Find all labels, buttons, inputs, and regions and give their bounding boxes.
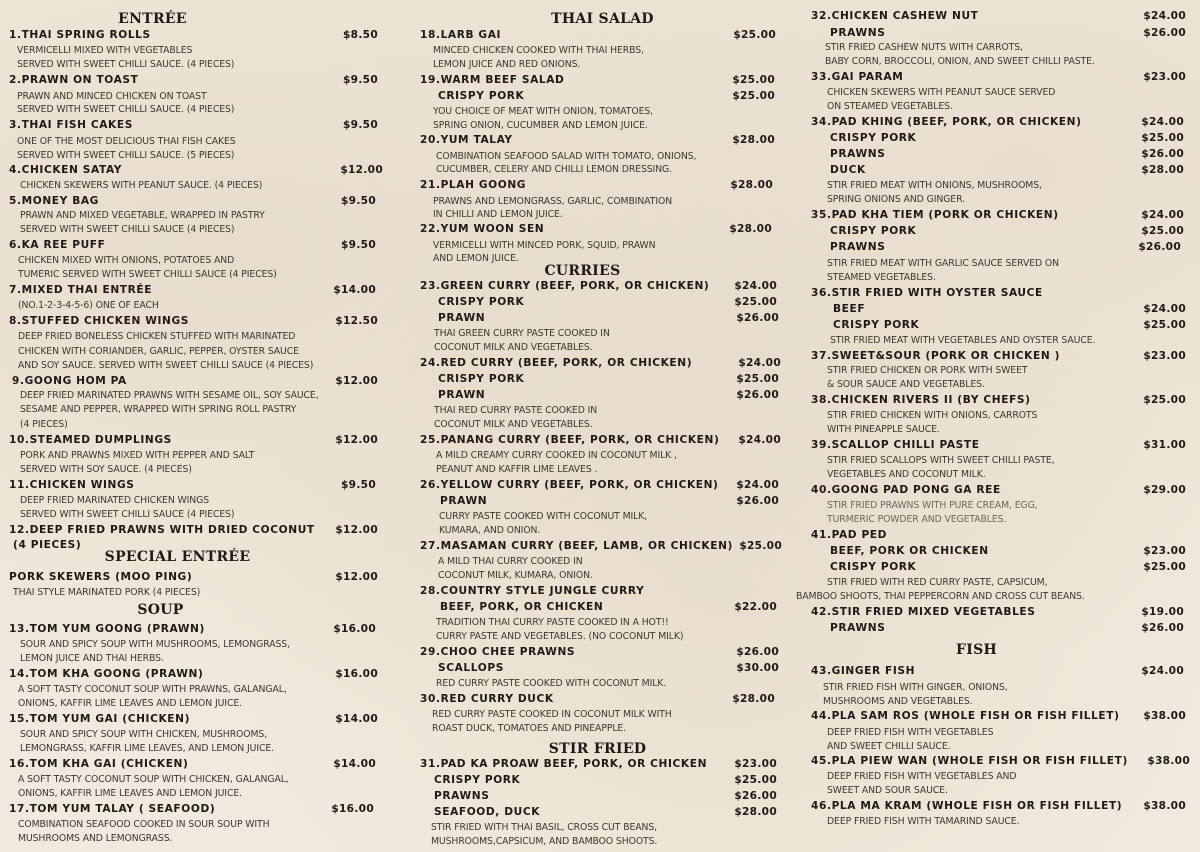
menu-item-description: CUCUMBER, CELERY AND CHILLI LEMON DRESSING. [436, 164, 673, 175]
menu-item-description: YOU CHOICE OF MEAT WITH ONION, TOMATOES, [433, 106, 654, 117]
menu-item-description: STIR FRIED MEAT WITH GARLIC SAUCE SERVED ON [827, 258, 1059, 269]
menu-item-variant: PRAWN [438, 389, 486, 401]
menu-item-name: 24.RED CURRY (BEEF, PORK, OR CHICKEN) [420, 357, 693, 369]
menu-item-variant-price: $23.00 [1143, 545, 1186, 557]
menu-item-description: A MILD CREAMY CURRY COOKED IN COCONUT MILK , [436, 450, 677, 461]
section-heading-stir-fried: STIR FRIED [548, 741, 647, 757]
menu-item-variant: PRAWNS [830, 148, 886, 160]
menu-item-price: $9.50 [340, 239, 376, 251]
section-heading-special-entree: SPECIAL ENTRÉE [104, 549, 251, 565]
menu-item-description: COCONUT MILK AND VEGETABLES. [434, 342, 593, 353]
menu-item-price: $28.00 [732, 693, 775, 705]
menu-item-price: $12.50 [335, 315, 378, 327]
menu-item-description: STIR FRIED CHICKEN OR PORK WITH SWEET [827, 365, 1028, 376]
menu-item-variant-price: $26.00 [1143, 27, 1186, 39]
menu-item-description: THAI STYLE MARINATED PORK (4 PIECES) [13, 587, 201, 598]
menu-item-price: $28.00 [732, 134, 775, 146]
menu-item-price: $23.00 [1143, 71, 1186, 83]
menu-item-variant: CRISPY PORK [830, 561, 917, 573]
menu-item-name: 41.PAD PED [811, 529, 888, 541]
menu-item-name: 30.RED CURRY DUCK [420, 693, 554, 705]
menu-item-description: RED CURRY PASTE COOKED IN COCONUT MILK WITH [432, 709, 672, 720]
menu-item-description: STIR FRIED FISH WITH GINGER, ONIONS, [823, 682, 1008, 693]
menu-item-description: STIR FRIED WITH RED CURRY PASTE, CAPSICUM, [827, 577, 1048, 588]
menu-item-variant: SCALLOPS [438, 662, 504, 674]
menu-item-description: SOUR AND SPICY SOUP WITH MUSHROOMS, LEMONGRASS, [20, 639, 290, 650]
menu-item-variant: CRISPY PORK [438, 296, 525, 308]
menu-item-description: BAMBOO SHOOTS, THAI PEPPERCORN AND CROSS CUT BEANS. [796, 591, 1085, 602]
menu-item-description: SOUR AND SPICY SOUP WITH CHICKEN, MUSHROOMS, [20, 729, 268, 740]
menu-item-description: COMBINATION SEAFOOD SALAD WITH TOMATO, ONIONS, [436, 151, 697, 162]
menu-item-price: $24.00 [738, 357, 781, 369]
menu-item-description: DEEP FRIED BONELESS CHICKEN STUFFED WITH MARINATED [18, 331, 296, 342]
menu-item-variant-price: $25.00 [736, 373, 779, 385]
menu-item-name: 19.WARM BEEF SALAD [420, 74, 565, 86]
menu-item-name: 4.CHICKEN SATAY [9, 164, 123, 176]
menu-item-description: PRAWN AND MINCED CHICKEN ON TOAST [17, 91, 207, 102]
menu-item-variant-price: $26.00 [734, 790, 777, 802]
menu-item-name: 26.YELLOW CURRY (BEEF, PORK, OR CHICKEN) [420, 479, 719, 491]
menu-item-description: TRADITION THAI CURRY PASTE COOKED IN A HOT!! [436, 617, 669, 628]
menu-item-name-continued: (4 PIECES) [13, 539, 82, 551]
menu-item-name: 17.TOM YUM TALAY ( SEAFOOD) [9, 803, 216, 815]
menu-item-name: 37.SWEET&SOUR (PORK OR CHICKEN ) [811, 350, 1061, 362]
menu-item-name: 21.PLAH GOONG [420, 179, 527, 191]
menu-item-description: BABY CORN, BROCCOLI, ONION, AND SWEET CHILLI PASTE. [825, 56, 1095, 67]
menu-item-description: CHICKEN SKEWERS WITH PEANUT SAUCE SERVED [827, 87, 1056, 98]
menu-item-description: VERMICELLI MIXED WITH VEGETABLES [17, 45, 193, 56]
section-heading-curries: CURRIES [544, 263, 621, 279]
menu-item-variant-price: $25.00 [1141, 132, 1184, 144]
menu-item-name: 18.LARB GAI [420, 29, 502, 41]
menu-item-description: AND LEMON JUICE. [433, 253, 519, 264]
menu-item-description: VERMICELLI WITH MINCED PORK, SQUID, PRAWN [433, 240, 656, 251]
menu-item-description: COCONUT MILK, KUMARA, ONION. [438, 570, 593, 581]
menu-item-description: DEEP FRIED FISH WITH VEGETABLES AND [827, 771, 1017, 782]
menu-item-description: SESAME AND PEPPER, WRAPPED WITH SPRING ROLL PASTRY [20, 404, 297, 415]
menu-item-name: 7.MIXED THAI ENTRÉE [9, 284, 153, 296]
menu-item-price: $16.00 [335, 668, 378, 680]
menu-item-variant: PRAWNS [434, 790, 490, 802]
menu-item-name: 39.SCALLOP CHILLI PASTE [811, 439, 980, 451]
menu-item-description: & SOUR SAUCE AND VEGETABLES. [827, 379, 985, 390]
menu-item-variant: PRAWNS [830, 241, 886, 253]
menu-item-price: $14.00 [333, 758, 376, 770]
menu-item-price: $14.00 [335, 713, 378, 725]
menu-item-variant-price: $26.00 [1141, 148, 1184, 160]
menu-item-name: 3.THAI FISH CAKES [9, 119, 133, 131]
menu-item-variant-price: $25.00 [734, 774, 777, 786]
menu-item-name: 29.CHOO CHEE PRAWNS [420, 646, 576, 658]
menu-item-description: TUMERIC SERVED WITH SWEET CHILLI SAUCE (4 PIECES) [18, 269, 277, 280]
menu-item-name: 45.PLA PIEW WAN (WHOLE FISH OR FISH FILLET) [811, 755, 1128, 767]
menu-item-description: VEGETABLES AND COCONUT MILK. [827, 469, 986, 480]
menu-item-variant: BEEF, PORK, OR CHICKEN [440, 601, 604, 613]
menu-item-description: ONE OF THE MOST DELICIOUS THAI FISH CAKES [17, 136, 236, 147]
menu-item-description: DEEP FRIED MARINATED CHICKEN WINGS [20, 495, 210, 506]
menu-item-description: ONIONS, KAFFIR LIME LEAVES AND LEMON JUICE. [18, 698, 242, 709]
menu-item-variant-price: $25.00 [732, 90, 775, 102]
menu-item-variant-price: $28.00 [734, 806, 777, 818]
menu-item-name: 40.GOONG PAD PONG GA REE [811, 484, 1001, 496]
menu-item-variant-price: $24.00 [1143, 303, 1186, 315]
menu-item-name: 33.GAI PARAM [811, 71, 904, 83]
menu-item-description: LEMON JUICE AND RED ONIONS. [433, 59, 581, 70]
menu-item-description: PRAWN AND MIXED VEGETABLE, WRAPPED IN PASTRY [20, 210, 265, 221]
menu-item-name: 42.STIR FRIED MIXED VEGETABLES [811, 606, 1036, 618]
section-heading-fish: FISH [955, 642, 998, 658]
menu-item-price: $9.50 [342, 119, 378, 131]
menu-item-description: THAI RED CURRY PASTE COOKED IN [434, 405, 598, 416]
menu-item-description: KUMARA, AND ONION. [439, 525, 541, 536]
menu-item-price: $29.00 [1143, 484, 1186, 496]
section-heading-soup: SOUP [137, 602, 184, 618]
menu-item-price: $24.00 [1141, 116, 1184, 128]
menu-item-name: 36.STIR FRIED WITH OYSTER SAUCE [811, 287, 1043, 299]
menu-item-price: $25.00 [732, 74, 775, 86]
menu-item-description: SWEET AND SOUR SAUCE. [827, 785, 948, 796]
menu-item-price: $8.50 [342, 29, 378, 41]
menu-item-description: SERVED WITH SOY SAUCE. (4 PIECES) [20, 464, 192, 475]
menu-item-name: 22.YUM WOON SEN [420, 223, 545, 235]
menu-item-variant: PRAWN [440, 495, 488, 507]
menu-item-description: TURMERIC POWDER AND VEGETABLES. [827, 514, 1007, 525]
menu-item-variant: CRISPY PORK [434, 774, 521, 786]
menu-item-name: 5.MONEY BAG [9, 195, 99, 207]
menu-item-name: 16.TOM KHA GAI (CHICKEN) [9, 758, 189, 770]
menu-item-description: RED CURRY PASTE COOKED WITH COCONUT MILK. [436, 678, 667, 689]
menu-item-description: SERVED WITH SWEET CHILLI SAUCE. (5 PIECES) [17, 150, 235, 161]
menu-item-variant: DUCK [830, 164, 866, 176]
menu-item-price: $26.00 [736, 646, 779, 658]
menu-item-description: CURRY PASTE COOKED WITH COCONUT MILK, [439, 511, 648, 522]
menu-item-name: 46.PLA MA KRAM (WHOLE FISH OR FISH FILLET) [811, 800, 1123, 812]
menu-item-name: 12.DEEP FRIED PRAWNS WITH DRIED COCONUT [9, 524, 315, 536]
menu-item-description: STEAMED VEGETABLES. [827, 272, 936, 283]
menu-item-description: LEMON JUICE AND THAI HERBS. [20, 653, 164, 664]
menu-item-price: $12.00 [335, 434, 378, 446]
section-heading-thai-salad: THAI SALAD [551, 11, 654, 27]
menu-item-price: $9.50 [340, 479, 376, 491]
menu-item-name: 8.STUFFED CHICKEN WINGS [9, 315, 190, 327]
menu-item-name: 6.KA REE PUFF [9, 239, 106, 251]
menu-item-description: A SOFT TASTY COCONUT SOUP WITH PRAWNS, GALANGAL, [18, 684, 287, 695]
menu-item-description: SERVED WITH SWEET CHILLI SAUCE (4 PIECES) [20, 509, 235, 520]
menu-item-variant: PRAWNS [830, 622, 886, 634]
menu-item-variant-price: $26.00 [1138, 241, 1181, 253]
menu-item-variant: CRISPY PORK [833, 319, 920, 331]
menu-item-variant: SEAFOOD, DUCK [434, 806, 540, 818]
menu-item-variant: PRAWN [438, 312, 486, 324]
menu-item-price: $14.00 [333, 284, 376, 296]
menu-item-description: CURRY PASTE AND VEGETABLES. (NO COCONUT MILK) [436, 631, 684, 642]
menu-item-variant-price: $28.00 [1141, 164, 1184, 176]
menu-item-variant: CRISPY PORK [830, 225, 917, 237]
menu-item-name: 13.TOM YUM GOONG (PRAWN) [9, 623, 205, 635]
menu-item-variant: CRISPY PORK [438, 90, 525, 102]
menu-item-price: $25.00 [739, 540, 782, 552]
menu-item-price: $12.00 [335, 571, 378, 583]
menu-item-price: $24.00 [734, 280, 777, 292]
menu-item-description: (NO.1-2-3-4-5-6) ONE OF EACH [18, 300, 159, 311]
menu-item-name: 35.PAD KHA TIEM (PORK OR CHICKEN) [811, 209, 1059, 221]
menu-item-description: STIR FRIED CASHEW NUTS WITH CARROTS, [825, 42, 1023, 53]
menu-item-description: COMBINATION SEAFOOD COOKED IN SOUR SOUP WITH [18, 819, 270, 830]
menu-item-variant-price: $25.00 [1143, 561, 1186, 573]
menu-item-name: 14.TOM KHA GOONG (PRAWN) [9, 668, 204, 680]
menu-item-price: $9.50 [342, 74, 378, 86]
menu-item-description: DEEP FRIED FISH WITH TAMARIND SAUCE. [827, 816, 1020, 827]
menu-item-price: $38.00 [1143, 710, 1186, 722]
menu-item-name: 38.CHICKEN RIVERS II (BY CHEFS) [811, 394, 1031, 406]
menu-item-variant-price: $25.00 [1141, 225, 1184, 237]
menu-item-price: $25.00 [1143, 394, 1186, 406]
menu-item-name: 9.GOONG HOM PA [12, 375, 127, 387]
menu-item-variant-price: $26.00 [1141, 622, 1184, 634]
menu-item-description: WITH PINEAPPLE SAUCE. [827, 424, 940, 435]
menu-item-variant-price: $26.00 [736, 495, 779, 507]
menu-item-variant-price: $22.00 [734, 601, 777, 613]
menu-item-description: DEEP FRIED FISH WITH VEGETABLES [827, 727, 994, 738]
menu-column-3 [796, 0, 1200, 852]
menu-item-description: SERVED WITH SWEET CHILLI SAUCE. (4 PIECES) [17, 104, 235, 115]
menu-item-description: ON STEAMED VEGETABLES. [827, 101, 953, 112]
menu-item-description: AND SOY SAUCE. SERVED WITH SWEET CHILLI SAUCE (4 PIECES) [18, 360, 314, 371]
menu-item-price: $24.00 [1143, 10, 1186, 22]
menu-item-variant: BEEF, PORK OR CHICKEN [830, 545, 989, 557]
menu-item-description: CHICKEN MIXED WITH ONIONS, POTATOES AND [18, 255, 235, 266]
menu-item-description: MUSHROOMS AND VEGETABLES. [823, 696, 973, 707]
menu-item-variant-price: $26.00 [736, 389, 779, 401]
menu-item-price: $12.00 [335, 524, 378, 536]
menu-item-name: 43.GINGER FISH [811, 665, 916, 677]
menu-item-description: MUSHROOMS AND LEMONGRASS. [18, 833, 173, 844]
menu-item-description: MUSHROOMS,CAPSICUM, AND BAMBOO SHOOTS. [431, 836, 658, 847]
menu-item-name: 23.GREEN CURRY (BEEF, PORK, OR CHICKEN) [420, 280, 710, 292]
menu-item-price: $23.00 [734, 758, 777, 770]
menu-item-price: $31.00 [1143, 439, 1186, 451]
menu-item-price: $25.00 [733, 29, 776, 41]
menu-item-name: 44.PLA SAM ROS (WHOLE FISH OR FISH FILLET) [811, 710, 1120, 722]
menu-item-description: PEANUT AND KAFFIR LIME LEAVES . [436, 464, 598, 475]
menu-column-2 [410, 0, 795, 852]
menu-item-price: $12.00 [335, 375, 378, 387]
menu-item-description: ROAST DUCK, TOMATOES AND PINEAPPLE. [432, 723, 627, 734]
section-heading-entree: ENTRÉE [118, 11, 187, 27]
menu-item-description: CHICKEN WITH CORIANDER, GARLIC, PEPPER, OYSTER SAUCE [18, 346, 299, 357]
menu-item-price: $28.00 [730, 179, 773, 191]
menu-item-variant: BEEF [833, 303, 866, 315]
menu-item-price: $23.00 [1143, 350, 1186, 362]
menu-item-description: STIR FRIED MEAT WITH VEGETABLES AND OYSTER SAUCE. [830, 335, 1096, 346]
menu-item-description: LEMONGRASS, KAFFIR LIME LEAVES, AND LEMON JUICE. [20, 743, 275, 754]
menu-item-price: $9.50 [340, 195, 376, 207]
menu-item-price: $38.00 [1143, 800, 1186, 812]
menu-item-description: STIR FRIED MEAT WITH ONIONS, MUSHROOMS, [827, 180, 1042, 191]
menu-item-price: $19.00 [1141, 606, 1184, 618]
menu-item-price: $24.00 [1141, 665, 1184, 677]
menu-item-price: $24.00 [738, 434, 781, 446]
menu-item-description: STIR FRIED SCALLOPS WITH SWEET CHILLI PASTE, [827, 455, 1055, 466]
menu-item-variant-price: $25.00 [1143, 319, 1186, 331]
menu-item-description: THAI GREEN CURRY PASTE COOKED IN [434, 328, 610, 339]
menu-item-description: SERVED WITH SWEET CHILLI SAUCE (4 PIECES) [20, 224, 235, 235]
menu-item-variant: CRISPY PORK [830, 132, 917, 144]
menu-item-price: $38.00 [1147, 755, 1190, 767]
menu-item-name: 11.CHICKEN WINGS [9, 479, 135, 491]
menu-item-name: 27.MASAMAN CURRY (BEEF, LAMB, OR CHICKEN) [420, 540, 733, 552]
menu-item-price: $12.00 [340, 164, 383, 176]
menu-item-name: 28.COUNTRY STYLE JUNGLE CURRY [420, 585, 645, 597]
menu-item-variant-price: $30.00 [736, 662, 779, 674]
menu-column-1 [0, 0, 395, 852]
menu-item-variant-price: $25.00 [734, 296, 777, 308]
menu-item-price: $16.00 [331, 803, 374, 815]
menu-item-name: 20.YUM TALAY [420, 134, 513, 146]
menu-item-description: PORK AND PRAWNS MIXED WITH PEPPER AND SALT [20, 450, 255, 461]
menu-item-name: 32.CHICKEN CASHEW NUT [811, 10, 979, 22]
menu-item-description: A MILD THAI CURRY COOKED IN [438, 556, 583, 567]
menu-item-description: MINCED CHICKEN COOKED WITH THAI HERBS, [433, 45, 644, 56]
menu-item-description: AND SWEET CHILLI SAUCE. [827, 741, 951, 752]
menu-item-price: $28.00 [729, 223, 772, 235]
menu-item-price: $24.00 [736, 479, 779, 491]
menu-item-price: $16.00 [333, 623, 376, 635]
menu-item-description: (4 PIECES) [20, 419, 68, 430]
menu-item-description: ONIONS, KAFFIR LIME LEAVES AND LEMON JUICE. [18, 788, 242, 799]
menu-item-description: IN CHILLI AND LEMON JUICE. [433, 209, 563, 220]
menu-item-variant-price: $26.00 [736, 312, 779, 324]
menu-item-variant: PRAWNS [830, 27, 886, 39]
menu-item-name: 31.PAD KA PROAW BEEF, PORK, OR CHICKEN [420, 758, 708, 770]
menu-item-description: SPRING ONION, CUCUMBER AND LEMON JUICE. [433, 120, 648, 131]
menu-item-price: $24.00 [1141, 209, 1184, 221]
menu-item-name: 34.PAD KHING (BEEF, PORK, OR CHICKEN) [811, 116, 1082, 128]
menu-item-variant: CRISPY PORK [438, 373, 525, 385]
menu-item-description: STIR FRIED WITH THAI BASIL, CROSS CUT BEANS, [431, 822, 658, 833]
menu-item-description: CHICKEN SKEWERS WITH PEANUT SAUCE. (4 PIECES) [20, 180, 263, 191]
menu-item-description: PRAWNS AND LEMONGRASS, GARLIC, COMBINATION [433, 196, 673, 207]
menu-item-description: COCONUT MILK AND VEGETABLES. [434, 419, 593, 430]
menu-item-description: SPRING ONIONS AND GINGER. [827, 194, 965, 205]
menu-item-name: 15.TOM YUM GAI (CHICKEN) [9, 713, 191, 725]
menu-item-name: 1.THAI SPRING ROLLS [9, 29, 151, 41]
menu-item-name: 10.STEAMED DUMPLINGS [9, 434, 172, 446]
menu-item-description: STIR FRIED PRAWNS WITH PURE CREAM, EGG, [827, 500, 1038, 511]
menu-item-name: 2.PRAWN ON TOAST [9, 74, 139, 86]
menu-item-description: DEEP FRIED MARINATED PRAWNS WITH SESAME OIL, SOY SAUCE, [20, 390, 319, 401]
menu-item-name: PORK SKEWERS (MOO PING) [9, 571, 193, 583]
menu-item-description: STIR FRIED CHICKEN WITH ONIONS, CARROTS [827, 410, 1038, 421]
menu-item-description: SERVED WITH SWEET CHILLI SAUCE. (4 PIECES) [17, 59, 235, 70]
menu-item-name: 25.PANANG CURRY (BEEF, PORK, OR CHICKEN) [420, 434, 720, 446]
menu-item-description: A SOFT TASTY COCONUT SOUP WITH CHICKEN, GALANGAL, [18, 774, 289, 785]
